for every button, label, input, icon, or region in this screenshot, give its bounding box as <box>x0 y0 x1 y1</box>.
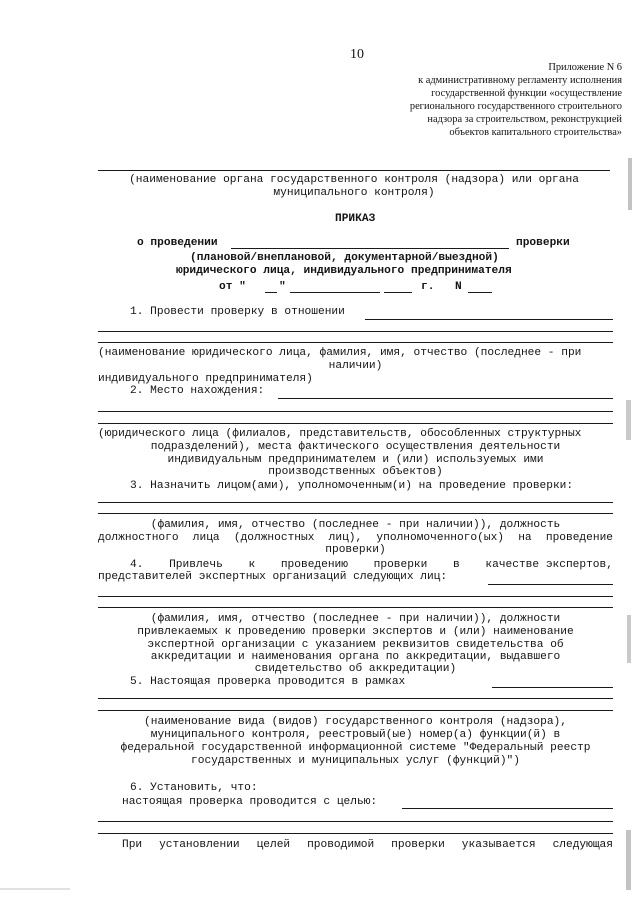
check-type-field[interactable] <box>231 248 509 249</box>
item-4-line1 <box>130 560 613 571</box>
item-4-line2: представителей экспертных организаций следующих лиц: <box>98 571 448 583</box>
item-6-word: При <box>122 839 143 851</box>
item-4-field-line[interactable] <box>98 596 613 597</box>
item-1-caption: индивидуального предпринимателя) <box>98 373 313 385</box>
item-4-field-line[interactable] <box>98 607 613 608</box>
item-4-caption: аккредитации и наименования органа по аккредитации, выдавшего <box>150 651 561 663</box>
item-3-caption: проверки) <box>325 544 386 556</box>
item-2-caption: (юридического лица (филиалов, представительств, обособленных структурных <box>98 428 582 440</box>
appendix-line: к административному регламенту исполнения <box>418 75 622 86</box>
appendix-line: объектов капитального строительства» <box>449 127 622 138</box>
item-4-word: проверки <box>373 559 428 571</box>
org-name-field[interactable] <box>98 170 610 171</box>
item-5-caption: муниципального контроля, реестровый(ые) номер(а) функции(й) в <box>150 729 561 741</box>
item-6-goal-field-line[interactable] <box>98 833 613 834</box>
order-line3: юридического лица, индивидуального предпринимателя <box>176 265 512 277</box>
item-2-caption: подразделений), места фактического осуществления деятельности <box>150 441 561 453</box>
item-5-caption: государственных и муниципальных услуг (функций)") <box>191 755 520 767</box>
item-3-field-line[interactable] <box>98 502 613 503</box>
item-4-field[interactable] <box>488 584 613 585</box>
item-1-caption: (наименование юридического лица, фамилия, имя, отчество (последнее - при <box>98 347 582 359</box>
item-1-field-line[interactable] <box>98 342 613 343</box>
number-label: N <box>455 281 462 293</box>
appendix-title: Приложение N 6 <box>548 62 622 73</box>
item-1-caption: наличии) <box>328 360 383 372</box>
date-year-field[interactable] <box>384 292 412 293</box>
date-day-field[interactable] <box>265 292 277 293</box>
date-prefix: от " <box>219 281 246 293</box>
order-line1-end: проверки <box>516 237 570 249</box>
item-4-caption: экспертной организации с указанием реквизитов свидетельства об <box>147 639 564 651</box>
item-4-word: проведению <box>280 559 348 571</box>
item-3-caption: (фамилия, имя, отчество (последнее - при наличии)), должность <box>150 519 561 531</box>
date-quote: " <box>279 281 286 293</box>
item-3-caption: должностного лица (должностных лиц), уполномоченного(ых) на проведение <box>98 532 613 544</box>
item-5-field-line[interactable] <box>98 698 613 699</box>
order-title: ПРИКАЗ <box>335 213 376 225</box>
order-line2: (плановой/внеплановой, документарной/выездной) <box>190 252 499 264</box>
appendix-line: надзора за строительством, реконструкцией <box>427 114 622 125</box>
year-suffix: г. <box>421 281 435 293</box>
item-4-word: к <box>248 559 256 571</box>
item-6-goal-field[interactable] <box>402 808 613 809</box>
item-6-label: 6. Установить, что: <box>130 782 258 794</box>
item-4-word: в <box>453 559 460 571</box>
item-4-word: качестве экспертов, <box>485 559 613 571</box>
page-number: 10 <box>350 47 364 62</box>
order-number-field[interactable] <box>468 292 492 293</box>
item-3-label: 3. Назначить лицом(ами), уполномоченным(и) на проведение проверки: <box>130 480 574 492</box>
org-caption-line: муниципального контроля) <box>273 187 435 199</box>
item-4-caption: свидетельство об аккредитации) <box>254 663 457 675</box>
item-6-word: установлении <box>159 839 240 851</box>
item-6-word: указывается <box>461 839 536 851</box>
item-6-word: целей <box>256 839 291 851</box>
appendix-line: регионального государственного строительного <box>409 101 622 112</box>
item-5-label: 5. Настоящая проверка проводится в рамках <box>130 676 406 688</box>
item-1-label: 1. Провести проверку в отношении <box>130 306 345 318</box>
item-5-field[interactable] <box>492 687 613 688</box>
item-5-caption: федеральной государственной информационной системе "Федеральный реестр <box>120 742 591 754</box>
item-4-caption: привлекаемых к проведению проверки экспертов и (или) наименование <box>137 626 574 638</box>
item-5-caption: (наименование вида (видов) государственного контроля (надзора), <box>144 716 567 728</box>
item-2-caption: производственных объектов) <box>268 466 443 478</box>
order-line1-start: о проведении <box>137 237 218 249</box>
item-2-field-line[interactable] <box>98 423 613 424</box>
item-2-field[interactable] <box>278 398 613 399</box>
item-3-field-line[interactable] <box>98 513 613 514</box>
item-4-caption: (фамилия, имя, отчество (последнее - при наличии)), должности <box>150 613 561 625</box>
item-6-word: следующая <box>552 839 613 851</box>
item-6-word: проверки <box>391 839 445 851</box>
item-2-field-line[interactable] <box>98 411 613 412</box>
item-6-word: проводимой <box>307 839 375 851</box>
item-2-label: 2. Место нахождения: <box>130 385 265 397</box>
item-4-word: 4. <box>130 559 144 571</box>
item-6-last-line <box>122 840 613 851</box>
appendix-line: государственной функции «осуществление <box>431 88 622 99</box>
item-1-field[interactable] <box>365 319 613 320</box>
item-6-goal-field-line[interactable] <box>98 821 613 822</box>
item-4-word: Привлечь <box>169 559 223 571</box>
item-1-field-line[interactable] <box>98 331 613 332</box>
item-6-goal-label: настоящая проверка проводится с целью: <box>122 796 378 808</box>
date-month-field[interactable] <box>290 292 380 293</box>
org-caption-line: (наименование органа государственного контроля (надзора) или органа <box>129 174 579 186</box>
appendix-header <box>410 61 622 139</box>
item-5-field-line[interactable] <box>98 710 613 711</box>
item-2-caption: индивидуальным предпринимателем и (или) используемых ими <box>167 454 544 466</box>
